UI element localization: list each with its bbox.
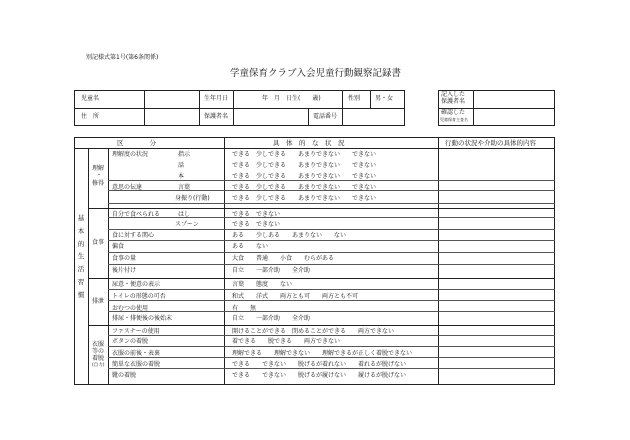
row-status: 言葉 態度 ない xyxy=(232,281,293,288)
row-status: 自立 一部介助 全介助 xyxy=(232,267,311,274)
row-status: できる できない 脱げるが着れない 着れるが脱げない xyxy=(232,361,407,368)
group-toilet: 排泄 xyxy=(92,298,105,305)
row-status: できる できない xyxy=(232,221,281,228)
group-understanding-2: ・ xyxy=(96,172,103,179)
row-divider xyxy=(108,368,555,369)
form-label: 別記様式第1号(第6条関係) xyxy=(86,54,159,61)
row-divider xyxy=(108,335,555,336)
row-item: ボタンの着脱 xyxy=(112,338,149,345)
row-divider xyxy=(108,229,555,230)
row-status: ある ない xyxy=(232,243,269,250)
row-item: 偏食 xyxy=(112,243,125,250)
group-clothing-2: 等の xyxy=(92,348,105,355)
row-status: できる できない xyxy=(232,211,281,218)
row-status: 着できる 脱できる 両方できない xyxy=(232,338,341,345)
row-status: できる 少しできる あまりできない できない xyxy=(232,184,377,191)
row-item: 排尿・排便後の後始末 xyxy=(112,315,173,322)
group-clothing-1: 衣服 xyxy=(92,341,105,348)
filled-by-label-2: 保護者名 xyxy=(441,98,466,105)
row-status: できる 少しできる あまりできない できない xyxy=(232,173,377,180)
sex-label: 性別 xyxy=(348,95,361,102)
page-title: 学童保育クラブ入会児童行動観察記録書 xyxy=(230,68,402,79)
row-divider xyxy=(108,180,555,181)
row-item: 食事の量 xyxy=(112,255,137,262)
birthdate-label: 生年月日 xyxy=(204,95,229,102)
row-divider xyxy=(108,252,555,253)
row-divider xyxy=(108,357,555,358)
address-label: 住 所 xyxy=(81,113,100,120)
group-understanding-1: 理解 xyxy=(92,165,105,172)
row-status: 理解できる 理解できない 理解できるが正しく着脱できない xyxy=(232,350,413,357)
row-divider xyxy=(108,311,555,312)
confirmed-by-label-2: 児童保育主査名 xyxy=(440,117,468,122)
row-item: 尿意・便意の表示 xyxy=(112,281,161,288)
row-item: 理解度の状況 xyxy=(112,151,149,158)
filled-by-label-1: 記入した xyxy=(441,91,466,98)
row-item: 意思の伝達 xyxy=(112,184,143,191)
row-divider xyxy=(108,190,555,191)
row-divider xyxy=(108,289,555,290)
row-status: ある 少しある あまりない ない xyxy=(232,232,347,239)
header-category: 区 分 xyxy=(117,139,156,147)
header-notes: 行動の状況や介助の具体的内容 xyxy=(445,139,536,147)
row-subitem: 身振り(行動) xyxy=(175,195,210,202)
group-understanding-3: 修得 xyxy=(92,180,105,187)
row-status: できる できない 脱げるが履けない 履けるが脱げない xyxy=(232,372,407,379)
row-status: 自立 一部介助 全介助 xyxy=(232,315,311,322)
row-subitem: 本 xyxy=(178,173,185,180)
section-label: 基 本 的 生 活 習 慣 xyxy=(77,214,85,299)
row-item: 簡単な衣服の着脱 xyxy=(112,361,161,368)
row-divider xyxy=(108,240,555,241)
row-item: 衣服の前後・表裏 xyxy=(112,350,161,357)
header-status: 具 体 的 な 状 況 xyxy=(273,139,345,147)
child-name-label: 児童名 xyxy=(81,95,100,102)
row-divider xyxy=(108,203,555,204)
guardian-label: 保護者名 xyxy=(204,113,229,120)
row-divider xyxy=(108,300,555,301)
row-status: できる 少しできる あまりできない できない xyxy=(232,162,377,169)
birthdate-value: 年 月 日生( 歳) xyxy=(262,95,321,102)
row-subitem: 話 xyxy=(178,162,185,169)
confirmed-by-label-1: 確認した xyxy=(441,109,466,116)
row-item: 食に対する関心 xyxy=(112,232,155,239)
row-subitem: はし xyxy=(178,211,191,218)
row-item: ファスナーの使用 xyxy=(112,328,160,335)
row-subitem: 指示 xyxy=(178,151,191,158)
row-divider xyxy=(108,217,555,218)
row-divider xyxy=(108,346,555,347)
sex-value: 男・女 xyxy=(375,95,394,102)
row-item: 自分で食べられる xyxy=(112,211,161,218)
group-separator xyxy=(88,208,555,209)
row-divider xyxy=(108,264,555,265)
group-clothing-4: (自力) xyxy=(92,363,105,368)
row-status: できる 少しできる あまりできない できない xyxy=(232,195,377,202)
row-status: 開けることができる 閉めることができる 両方できない xyxy=(232,328,395,335)
row-item: おむつの使用 xyxy=(112,305,149,312)
row-item: トイレの形態の可否 xyxy=(112,293,166,300)
row-status: できる 少しできる あまりできない できない xyxy=(232,151,377,158)
row-subitem: 言葉 xyxy=(178,184,191,191)
group-clothing-3: 着脱 xyxy=(92,355,105,362)
row-subitem: スプーン xyxy=(175,221,199,228)
row-item: 後片付け xyxy=(112,267,137,274)
row-status: 和式 洋式 両方とも可 両方とも不可 xyxy=(232,293,359,300)
row-item: 靴の着脱 xyxy=(112,372,137,379)
group-separator xyxy=(88,325,555,326)
phone-label: 電話番号 xyxy=(313,113,338,120)
group-separator xyxy=(88,278,555,279)
row-status: 大食 普通 小食 むらがある xyxy=(232,255,335,262)
group-meal: 食事 xyxy=(92,239,105,246)
row-status: 有 無 xyxy=(232,305,257,312)
